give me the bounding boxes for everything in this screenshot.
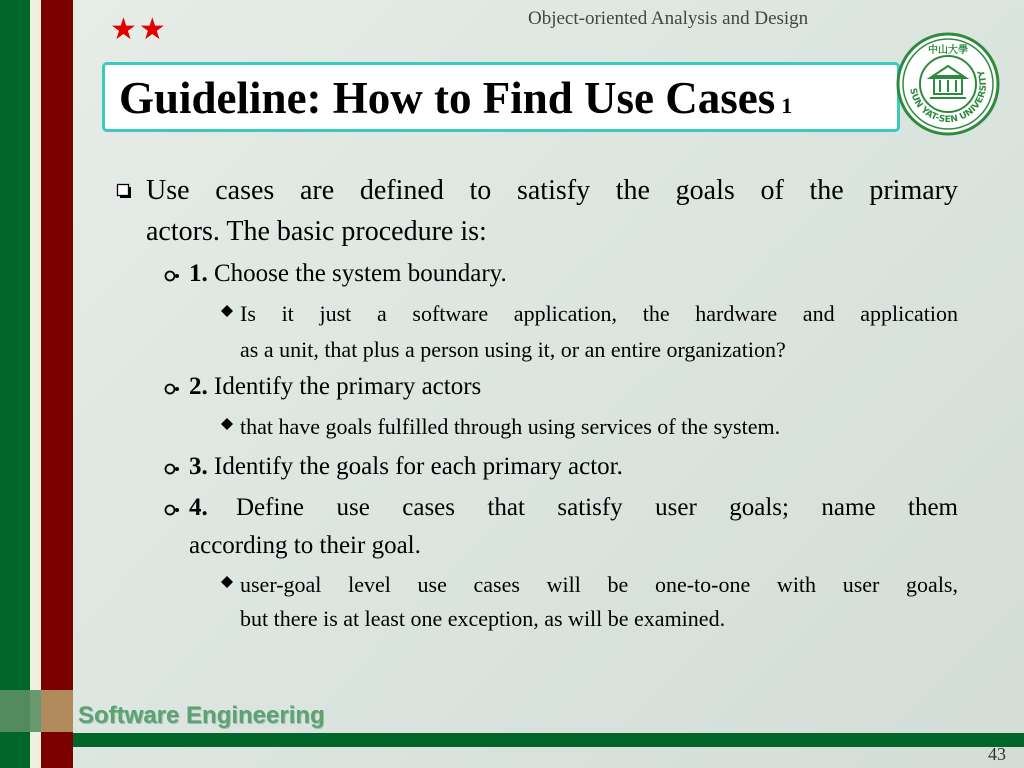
step-3-text: Identify the goals for each primary actor. [207, 453, 623, 480]
left-red-bar [41, 0, 73, 768]
title-box [102, 62, 900, 132]
step-4-detail-line-1: user-goal level use cases will be one-to-one with user goals, [240, 572, 958, 597]
intro-line-1: Use cases are defined to satisfy the goals of the primary [146, 175, 958, 206]
diamond-bullet-icon [221, 305, 233, 317]
circle-bullet-icon [164, 382, 182, 396]
step-4-line-2: according to their goal. [189, 532, 421, 559]
diamond-bullet-icon [221, 418, 233, 430]
left-green-bar [0, 0, 30, 768]
footer-label: Software Engineering [78, 702, 325, 729]
step-4-number: 4. [189, 494, 208, 521]
page-number: 43 [988, 744, 1006, 764]
step-3 [189, 453, 623, 481]
intro-line-2: actors. The basic procedure is: [146, 216, 487, 247]
step-4-line-1: Define use cases that satisfy user goals; name them [236, 494, 958, 521]
step-1-detail-line-2: as a unit, that plus a person using it, or an entire organization? [240, 337, 786, 362]
step-2-text: Identify the primary actors [207, 373, 482, 400]
step-1-text: Choose the system boundary. [207, 260, 507, 287]
circle-bullet-icon [164, 462, 182, 476]
seal-ring-text: SUN YAT-SEN UNIVERSITY [907, 68, 990, 126]
circle-bullet-icon [164, 503, 182, 517]
step-3-number: 3. [189, 453, 208, 480]
seal-top-text: 中山大學 [928, 45, 968, 56]
left-cream-bar [30, 0, 41, 768]
checkbox-bullet-icon [116, 183, 132, 199]
step-1-detail-line-1: Is it just a software application, the hardware and application [240, 301, 958, 326]
slide-title-suffix: 1 [781, 93, 793, 118]
step-1-number: 1. [189, 260, 208, 287]
step-1 [189, 260, 507, 288]
course-title: Object-oriented Analysis and Design [528, 8, 809, 29]
footer-block-tan [41, 690, 73, 732]
circle-bullet-icon [164, 269, 182, 283]
step-2-detail: that have goals fulfilled through using services of the system. [240, 414, 781, 439]
step-2 [189, 373, 481, 401]
diamond-bullet-icon [221, 576, 233, 588]
step-4-detail-line-2: but there is at least one exception, as will be examined. [240, 606, 726, 631]
university-seal-icon [896, 32, 1000, 136]
slide-title: Guideline: How to Find Use Cases [119, 73, 776, 123]
importance-stars: ★★ [110, 12, 168, 47]
step-2-number: 2. [189, 373, 208, 400]
bottom-green-line [73, 733, 1024, 747]
